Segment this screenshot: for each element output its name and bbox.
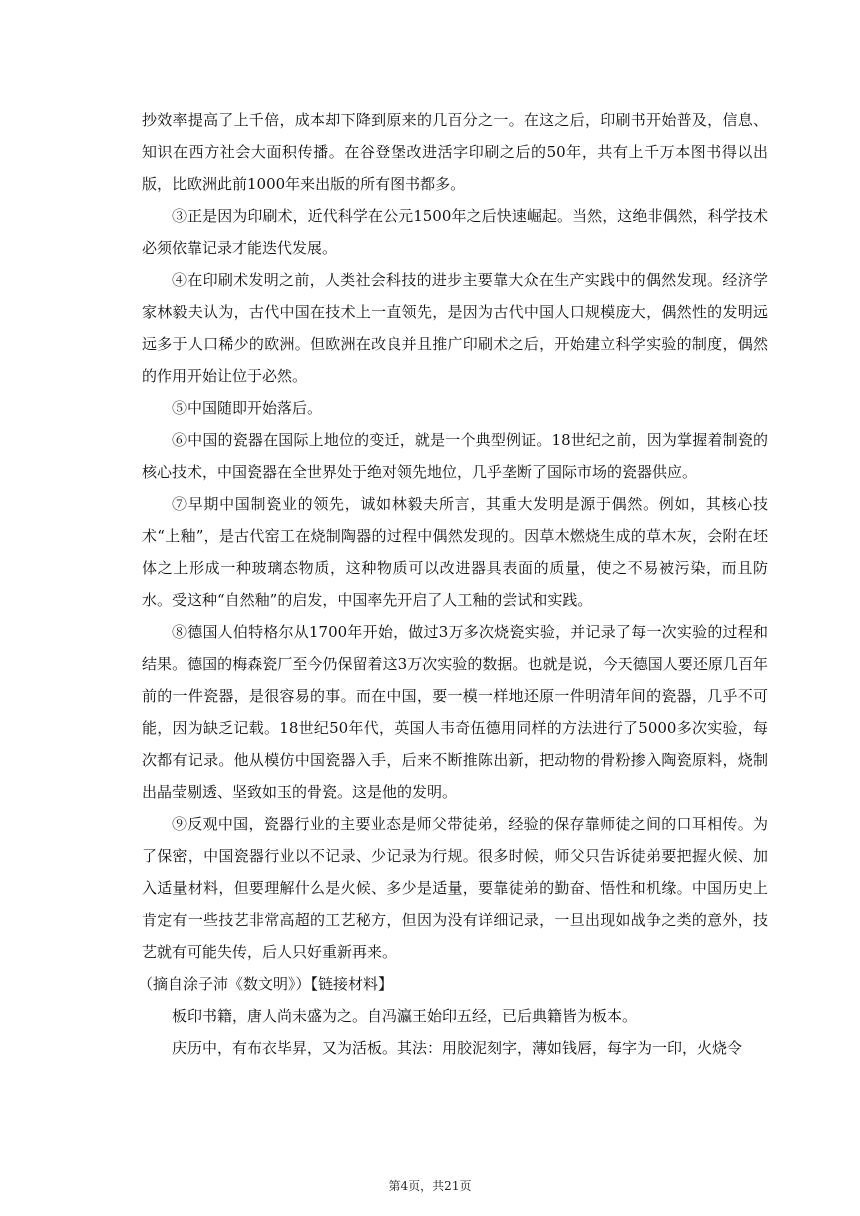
paragraph-8: ⑧德国人伯特格尔从1700年开始，做过3万多次烧瓷实验，并记录了每一次实验的过程和结果。德国的梅森瓷厂至今仍保留着这3万次实验的数据。也就是说，今天德国人要还原几百年前的一件瓷器，是很容易的事。而在中国，要一模一样地还原一件明清年间的瓷器，几乎不可能，因为缺乏记载。18世纪50年代，英国人韦奇伍德用同样的方法进行了5000多次实验，每次都有记录。他从模仿中国瓷器入手，后来不断推陈出新，把动物的骨粉掺入陶瓷原料，烧制出晶莹剔透、坚致如玉的骨瓷。这是他的发明。 xyxy=(142,623,768,801)
source-citation: （摘自涂子沛《数文明》）【链接材料】 xyxy=(138,975,394,993)
paragraph-3: ③正是因为印刷术，近代科学在公元1500年之后快速崛起。当然，这绝非偶然，科学技术必须依靠记录才能迭代发展。 xyxy=(142,207,768,257)
paragraph-4: ④在印刷术发明之前，人类社会科技的进步主要靠大众在生产实践中的偶然发现。经济学家林毅夫认为，古代中国在技术上一直领先，是因为古代中国人口规模庞大，偶然性的发明远远多于人口稀少的欧洲。但欧洲在改良并且推广印刷术之后，开始建立科学实验的制度，偶然的作用开始让位于必然。 xyxy=(142,271,768,385)
paragraph-6: ⑥中国的瓷器在国际上地位的变迁，就是一个典型例证。18世纪之前，因为掌握着制瓷的核心技术，中国瓷器在全世界处于绝对领先地位，几乎垄断了国际市场的瓷器供应。 xyxy=(142,431,768,481)
paragraph-7: ⑦早期中国制瓷业的领先，诚如林毅夫所言，其重大发明是源于偶然。例如，其核心技术“上釉”，是古代窑工在烧制陶器的过程中偶然发现的。因草木燃烧生成的草木灰，会附在坯体之上形成一种玻璃态物质，这种物质可以改进器具表面的质量，使之不易被污染，而且防水。受这种“自然釉”的启发，中国率先开启了人工釉的尝试和实践。 xyxy=(142,495,768,609)
page-number-footer: 第4页，共21页 xyxy=(388,1179,472,1193)
paragraph-5: ⑤中国随即开始落后。 xyxy=(172,399,323,417)
link-material-1: 板印书籍，唐人尚未盛为之。自冯瀛王始印五经，已后典籍皆为板本。 xyxy=(172,1007,638,1025)
paragraph-continuation: 抄效率提高了上千倍，成本却下降到原来的几百分之一。在这之后，印刷书开始普及，信息、知识在西方社会大面积传播。在谷登堡改进活字印刷之后的50年，共有上千万本图书得以出版，比欧洲此前1000年来出版的所有图书都多。 xyxy=(142,111,768,193)
paragraph-9: ⑨反观中国，瓷器行业的主要业态是师父带徒弟，经验的保存靠师徒之间的口耳相传。为了保密，中国瓷器行业以不记录、少记录为行规。很多时候，师父只告诉徒弟要把握火候、加入适量材料，但要理解什么是火候、多少是适量，要靠徒弟的勤奋、悟性和机缘。中国历史上肯定有一些技艺非常高超的工艺秘方，但因为没有详细记录，一旦出现如战争之类的意外，技艺就有可能失传，后人只好重新再来。 xyxy=(142,815,768,961)
article-body xyxy=(138,104,768,1064)
link-material-2: 庆历中，有布衣毕昇，又为活板。其法：用胶泥刻字，薄如钱唇，每字为一印，火烧令 xyxy=(172,1039,743,1057)
